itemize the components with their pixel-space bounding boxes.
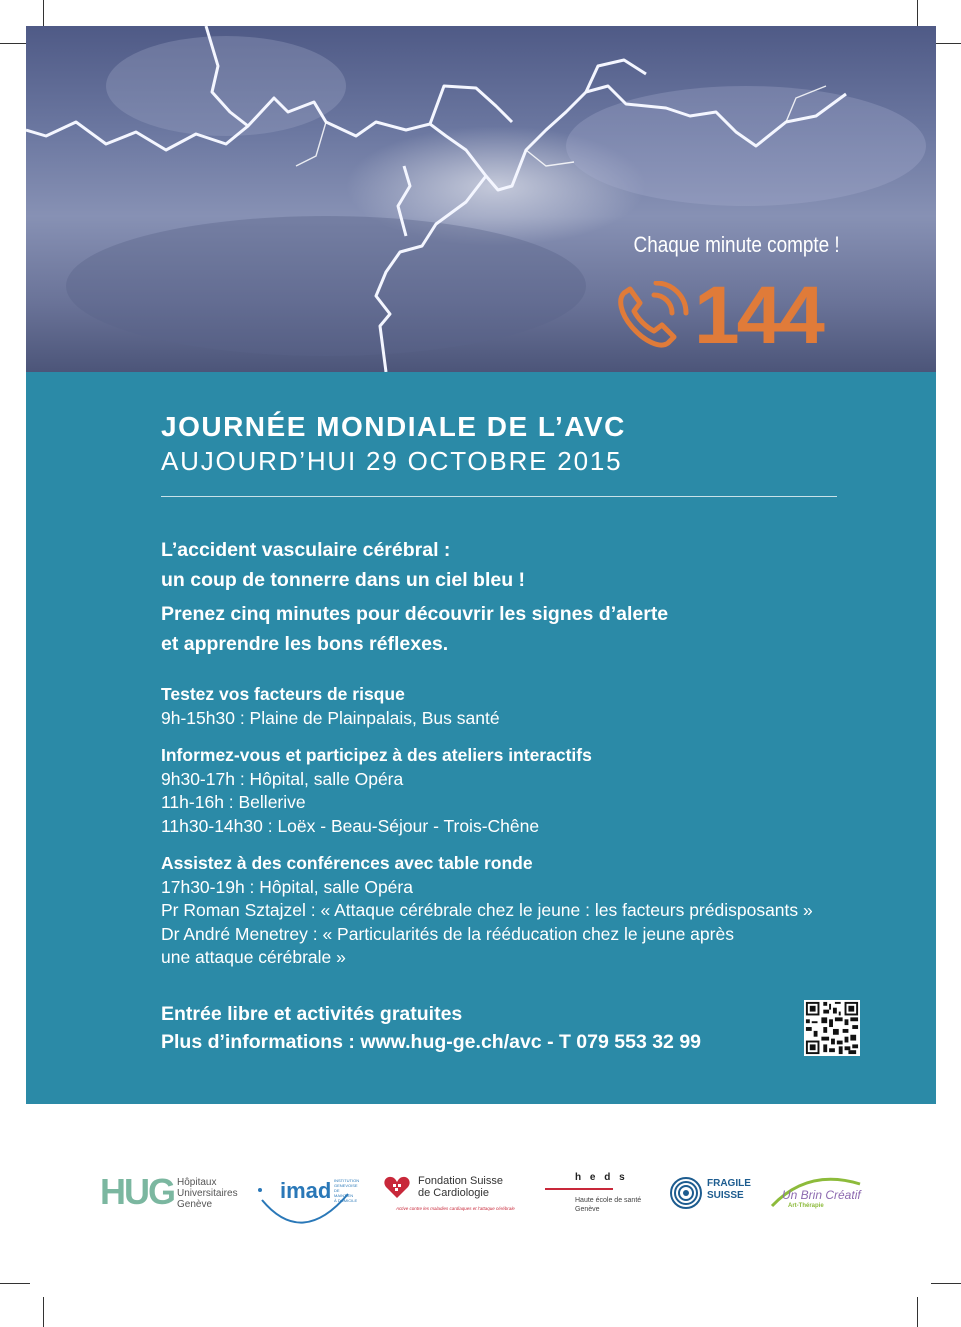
- footer-info: [161, 1000, 837, 1056]
- imad-sub-line: INSTITUTION: [334, 1178, 360, 1183]
- divider: [161, 496, 837, 497]
- schedule-line: Pr Roman Sztajzel : « Attaque cérébrale chez le jeune : les facteurs prédisposants »: [161, 900, 813, 920]
- info-panel: [26, 372, 936, 1104]
- schedule-line: 17h30-19h : Hôpital, salle Opéra: [161, 876, 413, 897]
- heart-icon: [384, 1176, 410, 1200]
- imad-logo[interactable]: [256, 1170, 360, 1226]
- spiral-icon: [669, 1176, 703, 1210]
- fragile-name-line: FRAGILE: [707, 1178, 751, 1189]
- section-heading: Testez vos facteurs de risque: [161, 684, 405, 704]
- imad-logo-mark: imad: [280, 1178, 332, 1203]
- hug-logo-mark: HUG: [100, 1171, 174, 1212]
- intro-line: et apprendre les bons réflexes.: [161, 633, 449, 655]
- imad-sub-line: DE MAINTIEN: [334, 1188, 354, 1198]
- emergency-number: 144: [694, 270, 822, 361]
- cardio-name-line: de Cardiologie: [418, 1187, 489, 1199]
- intro-line: L’accident vasculaire cérébral :: [161, 539, 451, 561]
- hug-name-line: Genève: [177, 1199, 213, 1210]
- imad-swoosh-icon: [256, 1170, 356, 1226]
- section-risk-factors: [161, 683, 837, 730]
- hug-name-line: Universitaires: [177, 1188, 238, 1199]
- schedule-line: 11h-16h : Bellerive: [161, 792, 306, 812]
- section-heading: Assistez à des conférences avec table ronde: [161, 853, 533, 873]
- brin-name: Un Brin Créatif: [782, 1188, 861, 1202]
- heds-name-line: Haute école de santé: [575, 1197, 642, 1204]
- event-date: AUJOURD’HUI 29 OCTOBRE 2015: [161, 446, 623, 476]
- cardio-slogan: Active contre les maladies cardiaques et l’attaque cérébrale: [396, 1206, 515, 1211]
- hug-name-line: Hôpitaux: [177, 1177, 217, 1188]
- intro-line: Prenez cinq minutes pour découvrir les signes d’alerte: [161, 603, 669, 625]
- free-entry-text: Entrée libre et activités gratuites: [161, 1002, 463, 1025]
- hug-logo[interactable]: [100, 1171, 250, 1214]
- heds-logo[interactable]: [545, 1172, 655, 1216]
- section-heading: Informez-vous et participez à des ateliers interactifs: [161, 745, 592, 765]
- emergency-call: [614, 270, 822, 361]
- crop-mark: [917, 1297, 918, 1327]
- imad-sub-line: À DOMICILE: [334, 1198, 358, 1203]
- heds-mark: h e d s: [575, 1172, 628, 1183]
- schedule-line: 9h-15h30 : Plaine de Plainpalais, Bus santé: [161, 707, 500, 728]
- schedule-line: une attaque cérébrale »: [161, 947, 346, 967]
- schedule-line: Dr André Menetrey : « Particularités de la rééducation chez le jeune après: [161, 923, 734, 944]
- partner-logos: [0, 1160, 961, 1230]
- cardio-name-line: Fondation Suisse: [418, 1175, 503, 1187]
- event-title: JOURNÉE MONDIALE DE L’AVC: [161, 411, 626, 442]
- intro-text: [161, 535, 837, 659]
- tagline: Chaque minute compte !: [633, 232, 840, 257]
- phone-icon: [614, 281, 692, 351]
- contact-text[interactable]: Plus d’informations : www.hug-ge.ch/avc - T 079 553 32 99: [161, 1030, 702, 1053]
- schedule-line: 11h30-14h30 : Loëx - Beau-Séjour - Trois-Chêne: [161, 815, 540, 836]
- crop-mark: [0, 1283, 30, 1284]
- heds-red-bar: [545, 1188, 613, 1190]
- intro-line: un coup de tonnerre dans un ciel bleu !: [161, 569, 526, 591]
- crop-mark: [43, 1297, 44, 1327]
- storm-hero-image: [26, 26, 936, 372]
- brin-creatif-logo[interactable]: [768, 1172, 868, 1216]
- fragile-suisse-logo[interactable]: [669, 1174, 759, 1214]
- schedule-line: 9h30-17h : Hôpital, salle Opéra: [161, 768, 404, 789]
- section-workshops: [161, 744, 837, 838]
- cardiology-foundation-logo[interactable]: [384, 1174, 534, 1214]
- imad-sub-line: GENEVOISE: [334, 1183, 358, 1188]
- crop-mark: [931, 1283, 961, 1284]
- section-conferences: [161, 852, 837, 970]
- fragile-name-line: SUISSE: [707, 1190, 744, 1201]
- brin-subtitle: Art-Thérapie: [788, 1203, 824, 1209]
- qr-code[interactable]: [804, 1000, 860, 1056]
- heds-name-line: Genève: [575, 1206, 600, 1213]
